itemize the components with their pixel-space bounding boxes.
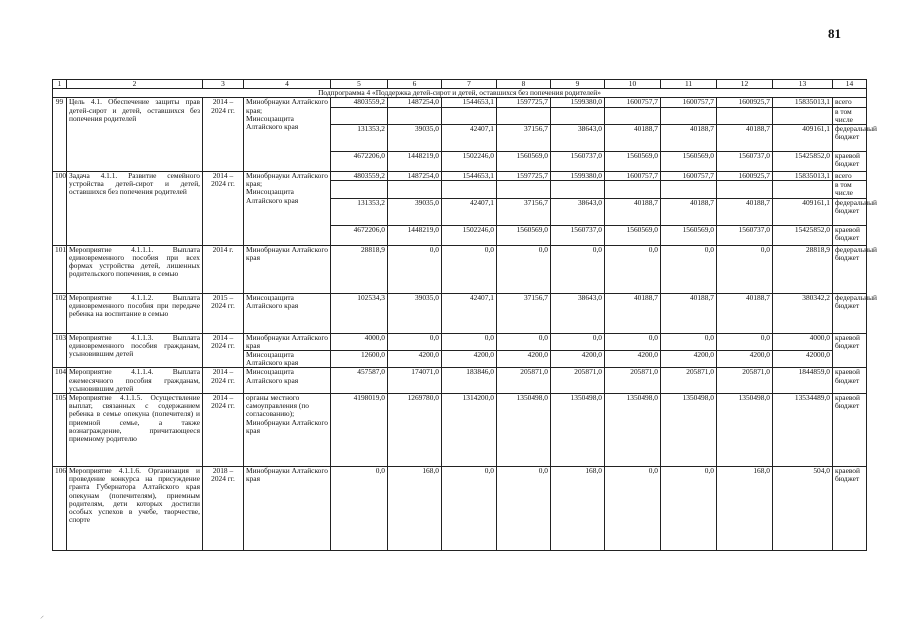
executor	[244, 368, 331, 394]
executor-line: Минобрнауки Алтайского края;	[246, 171, 328, 189]
row-number: 101	[53, 245, 67, 293]
goal-name: Мероприятие 4.1.1.3. Выплата единовременного пособия гражданам, усыновившим детей	[67, 333, 203, 368]
budget-value: 1448219,0	[388, 152, 442, 172]
budget-value: 4200,0	[442, 351, 497, 368]
budget-value	[773, 107, 833, 124]
executor-line: Минсоцзащита Алтайского края	[246, 292, 299, 310]
budget-value	[497, 181, 551, 198]
budget-value: 15835013,1	[773, 98, 833, 107]
budget-value: 42407,1	[442, 125, 497, 152]
column-number: 10	[605, 80, 661, 89]
budget-value: 102534,3	[331, 293, 388, 333]
budget-value: 15835013,1	[773, 172, 833, 181]
budget-value: 1350498,0	[497, 394, 551, 467]
period: 2014 – 2024 гг.	[203, 394, 244, 467]
funding-source: всего	[833, 98, 867, 107]
budget-value: 1560569,0	[497, 225, 551, 245]
budget-value: 1544653,1	[442, 172, 497, 181]
funding-source: федеральный бюджет	[833, 198, 867, 225]
budget-value: 0,0	[388, 245, 442, 293]
budget-value: 37156,7	[497, 293, 551, 333]
budget-value: 40188,7	[717, 293, 773, 333]
column-number: 9	[551, 80, 605, 89]
budget-value: 4803559,2	[331, 172, 388, 181]
budget-value: 1269780,0	[388, 394, 442, 467]
budget-value: 4200,0	[605, 351, 661, 368]
column-number: 5	[331, 80, 388, 89]
goal-name: Мероприятие 4.1.1.1. Выплата единовременного пособия при всех формах устройства детей, лишенных родительского попечения, в семью	[67, 245, 203, 293]
budget-value: 0,0	[442, 245, 497, 293]
executor	[244, 293, 331, 333]
budget-value: 1350498,0	[717, 394, 773, 467]
budget-value: 12600,0	[331, 351, 388, 368]
executor-line: Минсоцзащита Алтайского края	[246, 367, 299, 385]
funding-source: краевой бюджет	[833, 467, 867, 551]
column-number: 14	[833, 80, 867, 89]
budget-value: 1597725,7	[497, 98, 551, 107]
budget-value	[661, 107, 717, 124]
budget-value	[661, 181, 717, 198]
period: 2014 – 2024 гг.	[203, 333, 244, 368]
budget-value: 504,0	[773, 467, 833, 551]
budget-value: 0,0	[388, 333, 442, 350]
budget-value: 4672206,0	[331, 225, 388, 245]
budget-value	[388, 107, 442, 124]
budget-value: 205871,0	[661, 368, 717, 394]
budget-value: 42000,0	[773, 351, 833, 368]
budget-value: 1487254,0	[388, 172, 442, 181]
budget-value: 0,0	[661, 467, 717, 551]
funding-source: в том числе	[833, 107, 867, 124]
budget-value: 1314200,0	[442, 394, 497, 467]
budget-value: 15425852,0	[773, 225, 833, 245]
budget-value: 4200,0	[551, 351, 605, 368]
budget-value: 0,0	[497, 333, 551, 350]
budget-value: 380342,2	[773, 293, 833, 333]
budget-value: 1560569,0	[605, 225, 661, 245]
budget-value: 1560737,0	[551, 152, 605, 172]
budget-value: 0,0	[605, 333, 661, 350]
budget-value: 168,0	[388, 467, 442, 551]
period: 2018 – 2024 гг.	[203, 467, 244, 551]
budget-value: 1600757,7	[661, 172, 717, 181]
budget-value: 4200,0	[717, 351, 773, 368]
budget-value: 1502246,0	[442, 225, 497, 245]
budget-value: 0,0	[497, 245, 551, 293]
budget-value: 40188,7	[605, 125, 661, 152]
budget-value: 0,0	[442, 333, 497, 350]
executor	[244, 245, 331, 293]
page-number: 81	[828, 26, 841, 41]
budget-value: 4000,0	[773, 333, 833, 350]
budget-value: 4803559,2	[331, 98, 388, 107]
budget-value	[551, 107, 605, 124]
budget-value: 1844859,0	[773, 368, 833, 394]
row-number: 99	[53, 98, 67, 172]
budget-value	[388, 181, 442, 198]
budget-value: 0,0	[551, 245, 605, 293]
budget-value: 183846,0	[442, 368, 497, 394]
table-row	[53, 293, 867, 333]
column-number: 11	[661, 80, 717, 89]
budget-value: 1599380,0	[551, 98, 605, 107]
executor-line: Минобрнауки Алтайского края	[246, 417, 328, 435]
budget-value: 1544653,1	[442, 98, 497, 107]
executor	[244, 394, 331, 467]
budget-value: 40188,7	[661, 125, 717, 152]
funding-source: краевой бюджет	[833, 152, 867, 172]
row-number: 103	[53, 333, 67, 368]
budget-value: 1560569,0	[661, 152, 717, 172]
budget-value: 205871,0	[497, 368, 551, 394]
budget-value: 1560737,0	[717, 225, 773, 245]
executor	[244, 467, 331, 551]
executor: Минобрнауки Алтайского края	[244, 333, 331, 350]
budget-value: 40188,7	[605, 293, 661, 333]
budget-value	[717, 181, 773, 198]
column-number: 13	[773, 80, 833, 89]
executor-line: Минсоцзащита Алтайского края	[246, 113, 299, 132]
budget-value: 1600757,7	[605, 98, 661, 107]
period: 2014 г.	[203, 245, 244, 293]
column-number: 7	[442, 80, 497, 89]
scan-artifact: ⸝	[40, 611, 44, 620]
budget-value: 0,0	[661, 333, 717, 350]
budget-value: 1600925,7	[717, 98, 773, 107]
budget-value: 1350498,0	[551, 394, 605, 467]
budget-value: 4198019,0	[331, 394, 388, 467]
budget-value: 1487254,0	[388, 98, 442, 107]
table-row	[53, 368, 867, 394]
table-row	[53, 467, 867, 551]
row-number: 102	[53, 293, 67, 333]
goal-name: Мероприятие 4.1.1.4. Выплата ежемесячного пособия гражданам, усыновившим детей	[67, 368, 203, 394]
budget-table	[52, 79, 877, 551]
budget-value	[442, 181, 497, 198]
budget-value: 4200,0	[661, 351, 717, 368]
budget-value: 1350498,0	[661, 394, 717, 467]
table-row	[53, 333, 867, 350]
budget-value: 39035,0	[388, 198, 442, 225]
budget-value: 1448219,0	[388, 225, 442, 245]
row-number: 105	[53, 394, 67, 467]
executor	[244, 172, 331, 246]
funding-source: в том числе	[833, 181, 867, 198]
executor-line: органы местного самоуправления (по согласованию);	[246, 393, 309, 419]
budget-value: 409161,1	[773, 125, 833, 152]
funding-source: федеральный бюджет	[833, 245, 867, 293]
budget-value: 37156,7	[497, 198, 551, 225]
funding-source: краевой бюджет	[833, 368, 867, 394]
column-number: 4	[244, 80, 331, 89]
budget-value	[331, 181, 388, 198]
period: 2015 – 2024 гг.	[203, 293, 244, 333]
goal-name: Задача 4.1.1. Развитие семейного устройства детей-сирот и детей, оставшихся без попечения родителей	[67, 172, 203, 246]
budget-value: 28818,9	[773, 245, 833, 293]
table-row	[53, 98, 867, 107]
column-number: 8	[497, 80, 551, 89]
budget-value: 0,0	[661, 245, 717, 293]
budget-value: 4672206,0	[331, 152, 388, 172]
column-number: 1	[53, 80, 67, 89]
executor-line: Минобрнауки Алтайского края;	[246, 97, 328, 115]
budget-value: 0,0	[551, 333, 605, 350]
budget-value: 13534489,0	[773, 394, 833, 467]
budget-value: 39035,0	[388, 125, 442, 152]
budget-value: 38643,0	[551, 293, 605, 333]
funding-source: федеральный бюджет	[833, 125, 867, 152]
funding-source: краевой бюджет	[833, 394, 867, 467]
table-row	[53, 245, 867, 293]
budget-value: 0,0	[331, 467, 388, 551]
budget-value: 168,0	[551, 467, 605, 551]
budget-value: 38643,0	[551, 198, 605, 225]
budget-value: 0,0	[442, 467, 497, 551]
budget-value	[442, 107, 497, 124]
budget-value: 1600757,7	[605, 172, 661, 181]
budget-value: 28818,9	[331, 245, 388, 293]
budget-value: 0,0	[497, 467, 551, 551]
budget-value: 39035,0	[388, 293, 442, 333]
goal-name: Мероприятие 4.1.1.5. Осуществление выплат, связанных с содержанием ребенка в семье опекуна (попечителя) и приемной семье, а также вознаграждение, причитающееся приемному родителю	[67, 394, 203, 467]
row-number: 106	[53, 467, 67, 551]
column-number: 6	[388, 80, 442, 89]
row-number: 104	[53, 368, 67, 394]
budget-value	[605, 107, 661, 124]
budget-value: 40188,7	[661, 198, 717, 225]
funding-source: краевой бюджет	[833, 225, 867, 245]
budget-value: 40188,7	[661, 293, 717, 333]
budget-value	[605, 181, 661, 198]
budget-value: 131353,2	[331, 125, 388, 152]
budget-value: 1560569,0	[605, 152, 661, 172]
executor-line: Минсоцзащита Алтайского края	[246, 187, 299, 205]
table-row	[53, 172, 867, 181]
table-row	[53, 394, 867, 467]
budget-value: 1597725,7	[497, 172, 551, 181]
subprogram-title: Подпрограмма 4 «Поддержка детей-сирот и детей, оставшихся без попечения родителей»	[53, 89, 867, 98]
executor-line: Минобрнауки Алтайского края	[246, 466, 328, 484]
budget-value: 15425852,0	[773, 152, 833, 172]
budget-value: 0,0	[717, 333, 773, 350]
column-number: 3	[203, 80, 244, 89]
budget-value: 1350498,0	[605, 394, 661, 467]
budget-value: 1560569,0	[497, 152, 551, 172]
budget-value	[717, 107, 773, 124]
column-number: 12	[717, 80, 773, 89]
budget-value: 174071,0	[388, 368, 442, 394]
funding-source: краевой бюджет	[833, 333, 867, 368]
budget-value	[331, 107, 388, 124]
executor: Минсоцзащита Алтайского края	[244, 351, 331, 368]
period: 2014 – 2024 гг.	[203, 98, 244, 172]
budget-value: 4200,0	[497, 351, 551, 368]
budget-value: 205871,0	[717, 368, 773, 394]
budget-value	[497, 107, 551, 124]
goal-name: Цель 4.1. Обеспечение защиты прав детей-сирот и детей, оставшихся без попечения родителей	[67, 98, 203, 172]
executor-line: Минобрнауки Алтайского края	[246, 244, 328, 262]
budget-value: 457587,0	[331, 368, 388, 394]
budget-value: 0,0	[717, 245, 773, 293]
goal-name: Мероприятие 4.1.1.6. Организация и проведение конкурса на присуждение гранта Губернатора Алтайского края опекунам (попечителям), приемным родителям, дети которых достигли особых успехов в учебе, творчестве, спорте	[67, 467, 203, 551]
budget-value: 1599380,0	[551, 172, 605, 181]
budget-value: 38643,0	[551, 125, 605, 152]
budget-value: 205871,0	[605, 368, 661, 394]
budget-value	[773, 181, 833, 198]
budget-value: 1560737,0	[551, 225, 605, 245]
budget-value: 131353,2	[331, 198, 388, 225]
budget-value: 4200,0	[388, 351, 442, 368]
period: 2014 – 2024 гг.	[203, 368, 244, 394]
budget-value: 205871,0	[551, 368, 605, 394]
budget-value: 409161,1	[773, 198, 833, 225]
column-number: 2	[67, 80, 203, 89]
budget-value: 1502246,0	[442, 152, 497, 172]
budget-value: 40188,7	[717, 125, 773, 152]
budget-value: 1560737,0	[717, 152, 773, 172]
budget-value: 42407,1	[442, 198, 497, 225]
budget-value: 168,0	[717, 467, 773, 551]
budget-value: 40188,7	[717, 198, 773, 225]
goal-name: Мероприятие 4.1.1.2. Выплата единовременного пособия при передаче ребенка на воспитание в семью	[67, 293, 203, 333]
executor	[244, 98, 331, 172]
budget-value: 1600925,7	[717, 172, 773, 181]
budget-value: 42407,1	[442, 293, 497, 333]
funding-source: всего	[833, 172, 867, 181]
period: 2014 – 2024 гг.	[203, 172, 244, 246]
budget-value: 4000,0	[331, 333, 388, 350]
budget-value: 0,0	[605, 245, 661, 293]
budget-value: 37156,7	[497, 125, 551, 152]
budget-value: 0,0	[605, 467, 661, 551]
budget-value: 1560569,0	[661, 225, 717, 245]
budget-value	[551, 181, 605, 198]
budget-value: 40188,7	[605, 198, 661, 225]
row-number: 100	[53, 172, 67, 246]
budget-value: 1600757,7	[661, 98, 717, 107]
funding-source: федеральный бюджет	[833, 293, 867, 333]
